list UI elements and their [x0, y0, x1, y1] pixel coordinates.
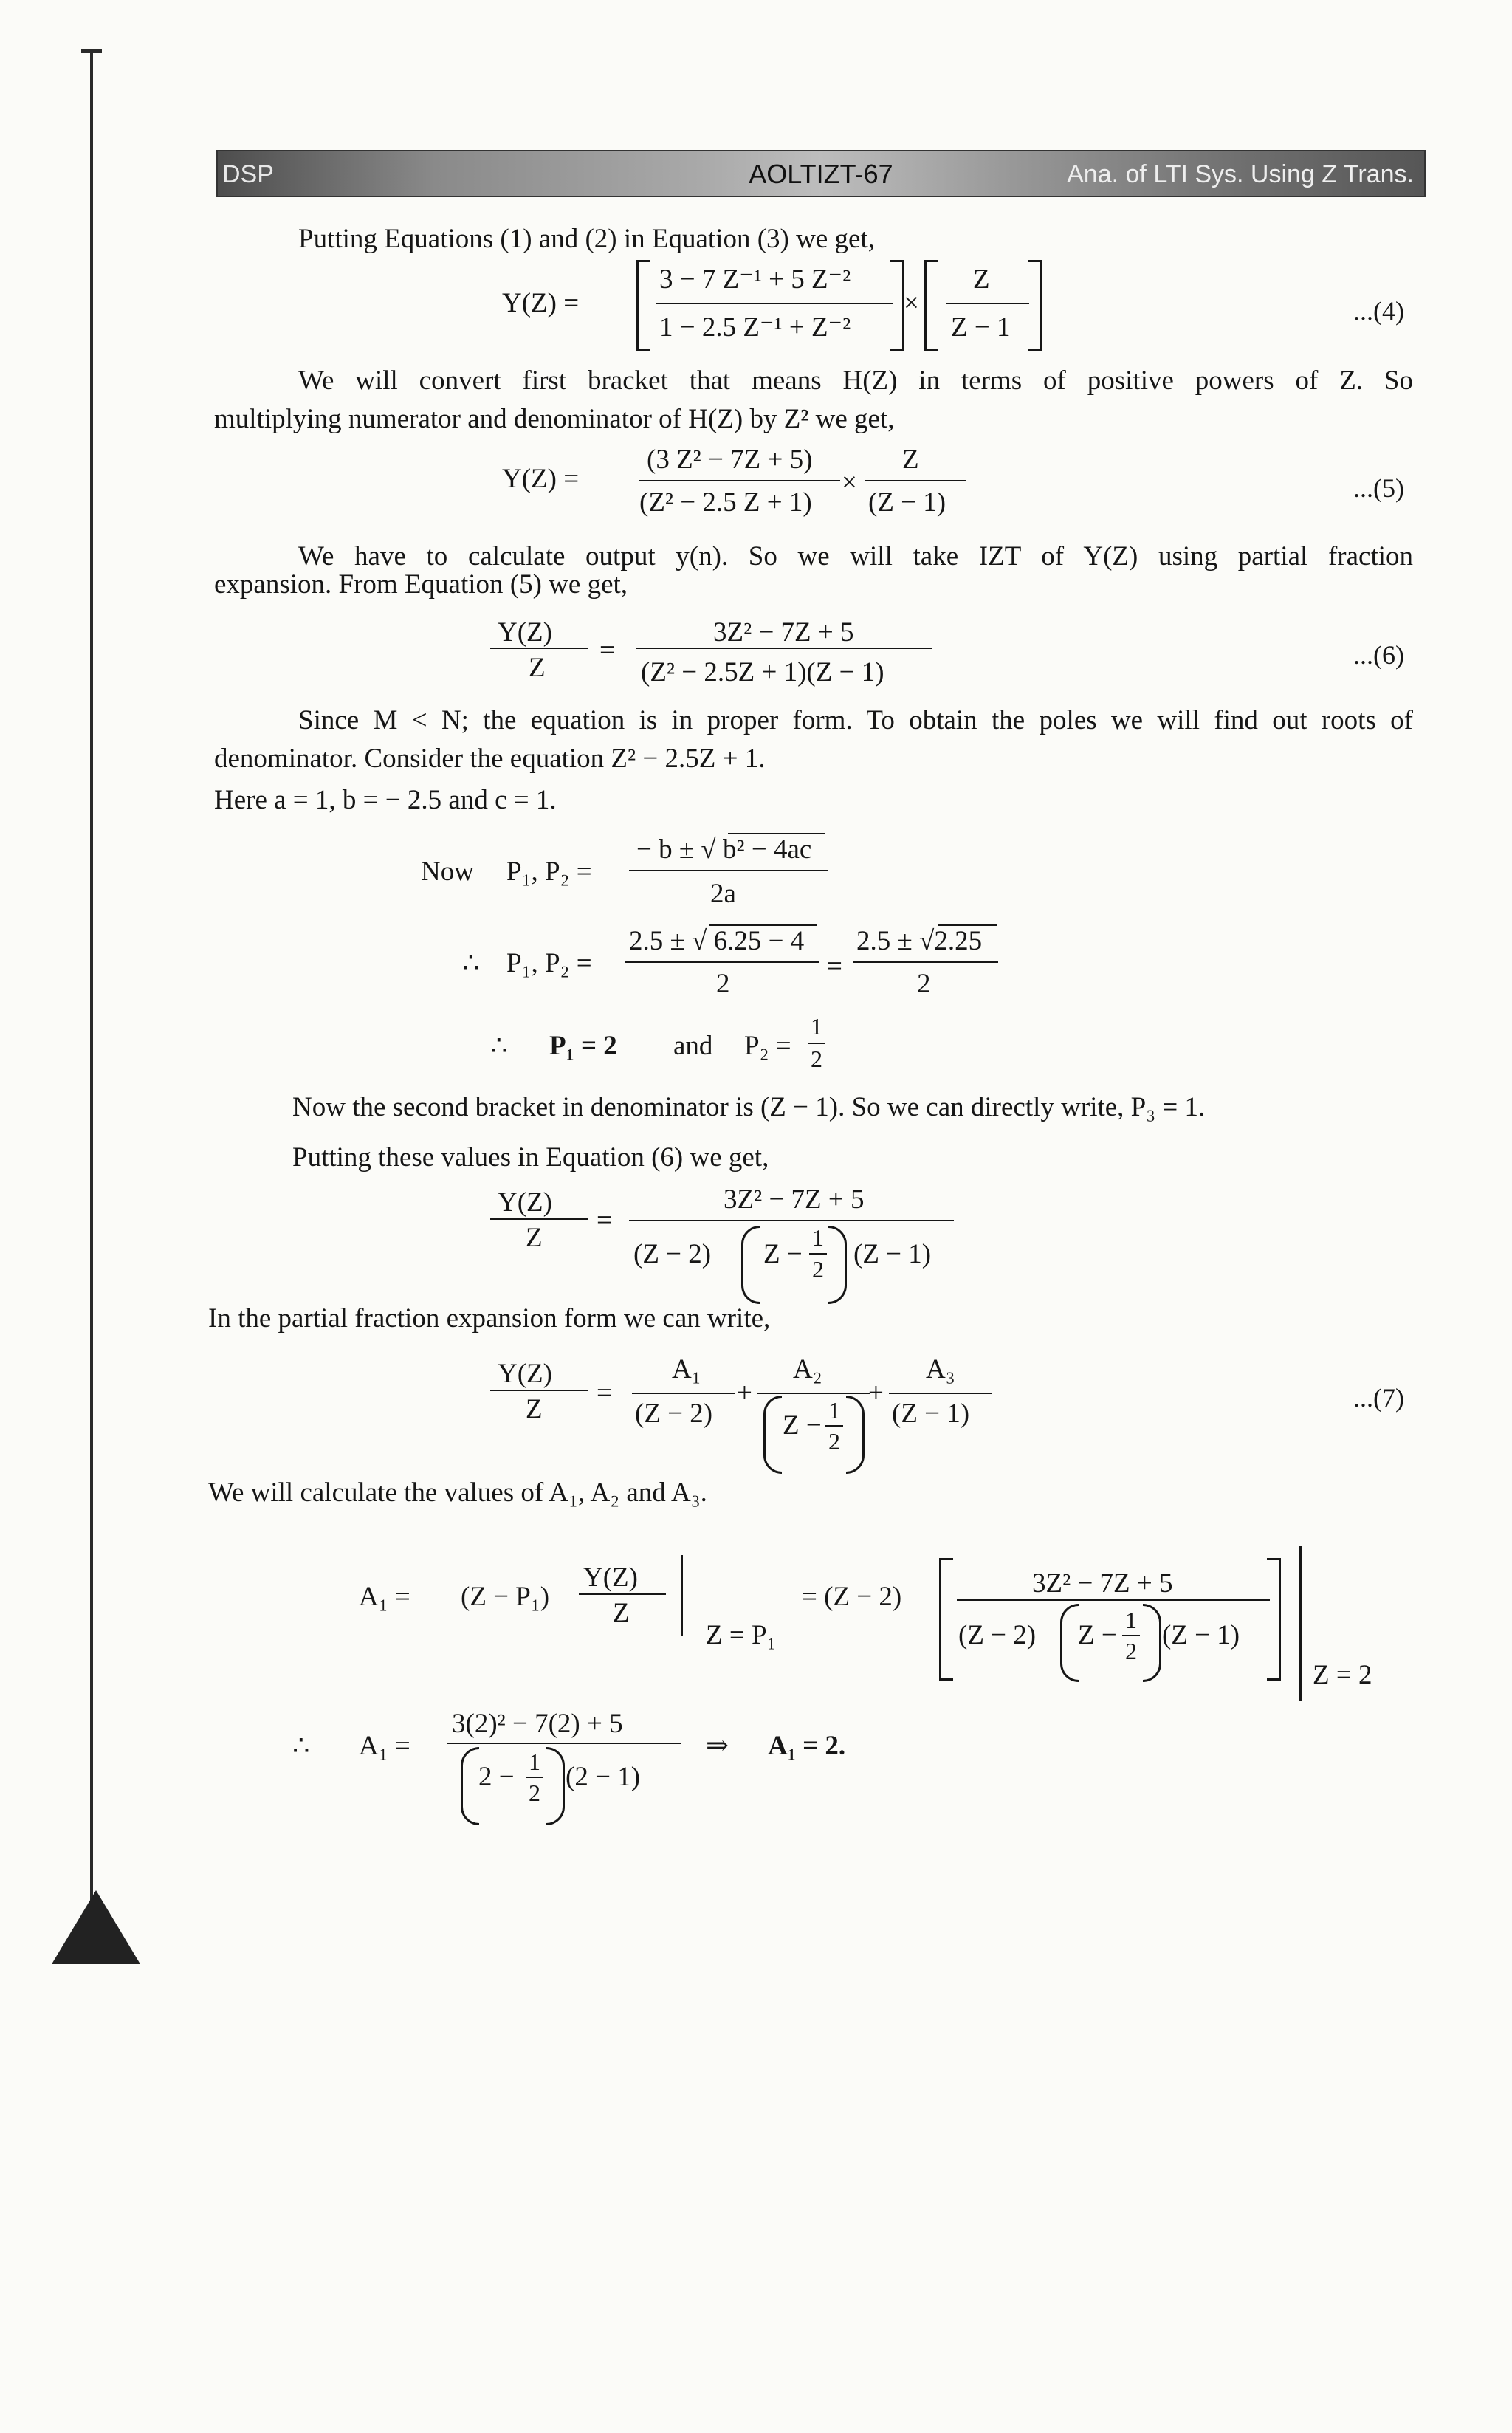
a1-fraction-bar [957, 1599, 1270, 1601]
binding-edge [90, 49, 93, 1954]
poles2-fraction-bar-2 [853, 961, 998, 963]
eq7-equals: = [597, 1378, 612, 1408]
a1-numerator: 3Z² − 7Z + 5 [1032, 1568, 1173, 1599]
eq6-lhs-bar [490, 648, 588, 649]
eq4-denominator: 1 − 2.5 Z⁻¹ + Z⁻² [659, 312, 851, 343]
a1-result-value: A₁ = 2. [768, 1731, 846, 1761]
a1-eval-2: Z = 2 [1313, 1660, 1372, 1690]
binding-edge-foot [52, 1890, 140, 1964]
intro-text: Putting Equations (1) and (2) in Equation (3) we get, [298, 224, 875, 254]
poles2-lhs: P₁, P₂ = [506, 948, 592, 978]
para2-line1: We have to calculate output y(n). So we will take IZT of Y(Z) using partial fraction [298, 541, 1413, 572]
eq4-right-bracket-2 [1028, 260, 1042, 351]
para4: Now the second bracket in denominator is (Z − 1). So we can directly write, P₃ = 1. [292, 1092, 1206, 1122]
eqs-half-numerator: 1 [812, 1224, 824, 1251]
a1-half-numerator: 1 [1125, 1607, 1137, 1633]
eq7-bar-3 [889, 1393, 992, 1394]
eq7-left-paren [763, 1396, 782, 1474]
eq4-fraction-bar [656, 303, 893, 304]
eq5-numerator-2: Z [902, 445, 919, 475]
a1-den-a: (Z − 2) [958, 1620, 1037, 1650]
eq7-half-numerator: 1 [828, 1397, 840, 1424]
poles2-denominator-1: 2 [716, 969, 730, 999]
a1-result-den-c: (2 − 1) [566, 1762, 641, 1792]
eq4-numerator: 3 − 7 Z⁻¹ + 5 Z⁻² [659, 264, 851, 295]
eq7-plus-1: + [737, 1378, 752, 1408]
a1-result-fraction-bar [447, 1743, 681, 1744]
eq6-lhs-denominator: Z [529, 653, 546, 683]
a1-frac-numerator: Y(Z) [583, 1562, 638, 1593]
para6: In the partial fraction expansion form we can write, [208, 1303, 771, 1334]
a1-result-right-paren [546, 1747, 565, 1825]
para7: We will calculate the values of A₁, A₂ and A₃. [208, 1478, 707, 1508]
a1-frac-bar [579, 1593, 666, 1595]
eq7-lhs-bar [490, 1390, 588, 1391]
eqs-denominator-a: (Z − 2) [633, 1239, 712, 1269]
eq6-numerator: 3Z² − 7Z + 5 [713, 617, 854, 648]
eq4-left-bracket [636, 260, 650, 351]
a1-eval-bar-2 [1299, 1546, 1302, 1701]
eq4-right-bracket [890, 260, 904, 351]
poles2-fraction-bar-1 [625, 961, 819, 963]
eq7-right-paren [846, 1396, 865, 1474]
eqs-lhs-denominator: Z [526, 1223, 543, 1253]
a1-result-lhs: A₁ = [359, 1731, 410, 1761]
para3-line2: denominator. Consider the equation Z² − 2.5Z + 1. [214, 744, 766, 774]
a1-result-lead: ∴ [292, 1731, 310, 1761]
eq7-bar-2 [757, 1393, 870, 1394]
header-page-id: AOLTIZT-67 [749, 159, 893, 189]
eq6-label: ...(6) [1353, 640, 1404, 670]
poles1-lhs: P₁, P₂ = [506, 857, 592, 887]
eq4-lhs: Y(Z) = [502, 288, 580, 318]
eq7-plus-2: + [868, 1378, 884, 1408]
eq4-denominator-2: Z − 1 [951, 312, 1011, 343]
a1-half-denominator: 2 [1125, 1638, 1137, 1664]
a1-right-bracket [1267, 1558, 1281, 1681]
eq7-half-bar [825, 1425, 843, 1427]
eq7-a1: A₁ [672, 1354, 701, 1384]
a1-left-paren [1060, 1604, 1079, 1682]
poles2-numerator-2: 2.5 ± √2.25 [856, 926, 983, 956]
a1-result-numerator: 3(2)² − 7(2) + 5 [452, 1709, 623, 1739]
eq7-bar-1 [632, 1393, 735, 1394]
a1-eq2: = (Z − 2) [802, 1582, 902, 1612]
a1-frac-denominator: Z [613, 1598, 630, 1628]
header-chapter-title: Ana. of LTI Sys. Using Z Trans. [1067, 160, 1414, 188]
poles1-fraction-bar [629, 870, 828, 871]
poles1-numerator: − b ± √ b² − 4ac [636, 834, 812, 865]
poles3-half-numerator: 1 [811, 1013, 822, 1040]
eqs-lhs-numerator: Y(Z) [498, 1187, 552, 1218]
eqs-denominator-c: (Z − 1) [853, 1239, 932, 1269]
poles2-denominator-2: 2 [917, 969, 931, 999]
a1-left-bracket [939, 1558, 953, 1681]
eq5-label: ...(5) [1353, 473, 1404, 503]
para1-line2: multiplying numerator and denominator of H(Z) by Z² we get, [214, 404, 895, 434]
para2-line2: expansion. From Equation (5) we get, [214, 569, 628, 600]
eq5-lhs: Y(Z) = [502, 464, 580, 494]
eq5-fraction-bar-2 [865, 480, 966, 481]
a1-right-paren [1143, 1604, 1161, 1682]
poles3-half-bar [808, 1043, 825, 1044]
a1-result-half-numerator: 1 [529, 1749, 540, 1775]
eq6-fraction-bar [636, 648, 932, 649]
a1-result-half-denominator: 2 [529, 1780, 540, 1806]
eq5-numerator: (3 Z² − 7Z + 5) [647, 445, 813, 475]
a1-den-b: Z − [1078, 1620, 1117, 1650]
para3-line1: Since M < N; the equation is in proper form. To obtain the poles we will find out roots of [298, 705, 1413, 735]
eqs-left-paren [741, 1226, 760, 1304]
poles2-numerator-1: 2.5 ± √ 6.25 − 4 [629, 926, 805, 956]
poles3-p1: P₁ = 2 [549, 1031, 617, 1061]
eq5-denominator-2: (Z − 1) [868, 487, 946, 518]
eqs-denominator-b: Z − [763, 1239, 803, 1269]
poles3-half-denominator: 2 [811, 1046, 822, 1072]
eq5-fraction-bar [639, 480, 840, 481]
poles2-sqrt-bar-1 [709, 924, 817, 926]
para1-line1: We will convert first bracket that means H(Z) in terms of positive powers of Z. So [298, 366, 1413, 396]
poles2-lead: ∴ [462, 948, 480, 978]
poles2-sqrt-bar-2 [938, 924, 997, 926]
eq7-d2: Z − [783, 1410, 822, 1441]
eqs-right-paren [828, 1226, 847, 1304]
poles1-sqrt-bar [728, 833, 825, 834]
poles3-p2: P₂ = [744, 1031, 791, 1061]
para3-line3: Here a = 1, b = − 2.5 and c = 1. [214, 785, 557, 815]
eqs-half-bar [809, 1253, 827, 1255]
poles3-lead: ∴ [490, 1031, 508, 1061]
a1-result-den-a: 2 − [478, 1762, 515, 1792]
eq4-fraction-bar-2 [946, 303, 1029, 304]
poles1-denominator: 2a [710, 879, 736, 909]
a1-half-bar [1122, 1635, 1140, 1636]
eq6-lhs-numerator: Y(Z) [498, 617, 552, 648]
eqs-lhs-bar [490, 1218, 588, 1220]
eq5-denominator: (Z² − 2.5 Z + 1) [639, 487, 812, 518]
eq4-left-bracket-2 [924, 260, 938, 351]
eq7-label: ...(7) [1353, 1383, 1404, 1413]
eq6-denominator: (Z² − 2.5Z + 1)(Z − 1) [641, 657, 884, 687]
eqs-fraction-bar [629, 1220, 954, 1221]
eq4-label: ...(4) [1353, 296, 1404, 326]
eqs-half-denominator: 2 [812, 1256, 824, 1283]
poles2-equals: = [827, 951, 842, 981]
a1-eval-bar [681, 1555, 683, 1636]
eqs-numerator: 3Z² − 7Z + 5 [724, 1184, 865, 1215]
eqs-equals: = [597, 1205, 612, 1235]
poles1-lead: Now [421, 857, 474, 887]
running-header [216, 150, 1426, 197]
eq7-lhs-numerator: Y(Z) [498, 1359, 552, 1389]
a1-result-left-paren [461, 1747, 479, 1825]
para5: Putting these values in Equation (6) we get, [292, 1142, 769, 1173]
a1-den-c: (Z − 1) [1162, 1620, 1240, 1650]
eq6-equals: = [599, 635, 615, 665]
eq7-d1: (Z − 2) [635, 1399, 713, 1429]
poles3-and: and [673, 1031, 713, 1061]
eq5-times: × [842, 467, 857, 498]
eq4-times: × [904, 288, 919, 318]
eq7-half-denominator: 2 [828, 1428, 840, 1455]
eq7-a2: A₂ [793, 1354, 822, 1384]
a1-result-implies: ⇒ [706, 1731, 729, 1761]
eq7-a3: A₃ [926, 1354, 955, 1384]
a1-result-half-bar [526, 1777, 543, 1778]
eq7-lhs-denominator: Z [526, 1394, 543, 1424]
eq4-numerator-2: Z [973, 264, 990, 295]
header-left-text: DSP [222, 160, 274, 188]
a1-eval: Z = P₁ [706, 1620, 777, 1650]
a1-lhs: A₁ = [359, 1582, 410, 1612]
eq7-d3: (Z − 1) [892, 1399, 970, 1429]
a1-factor: (Z − P₁) [461, 1582, 550, 1612]
